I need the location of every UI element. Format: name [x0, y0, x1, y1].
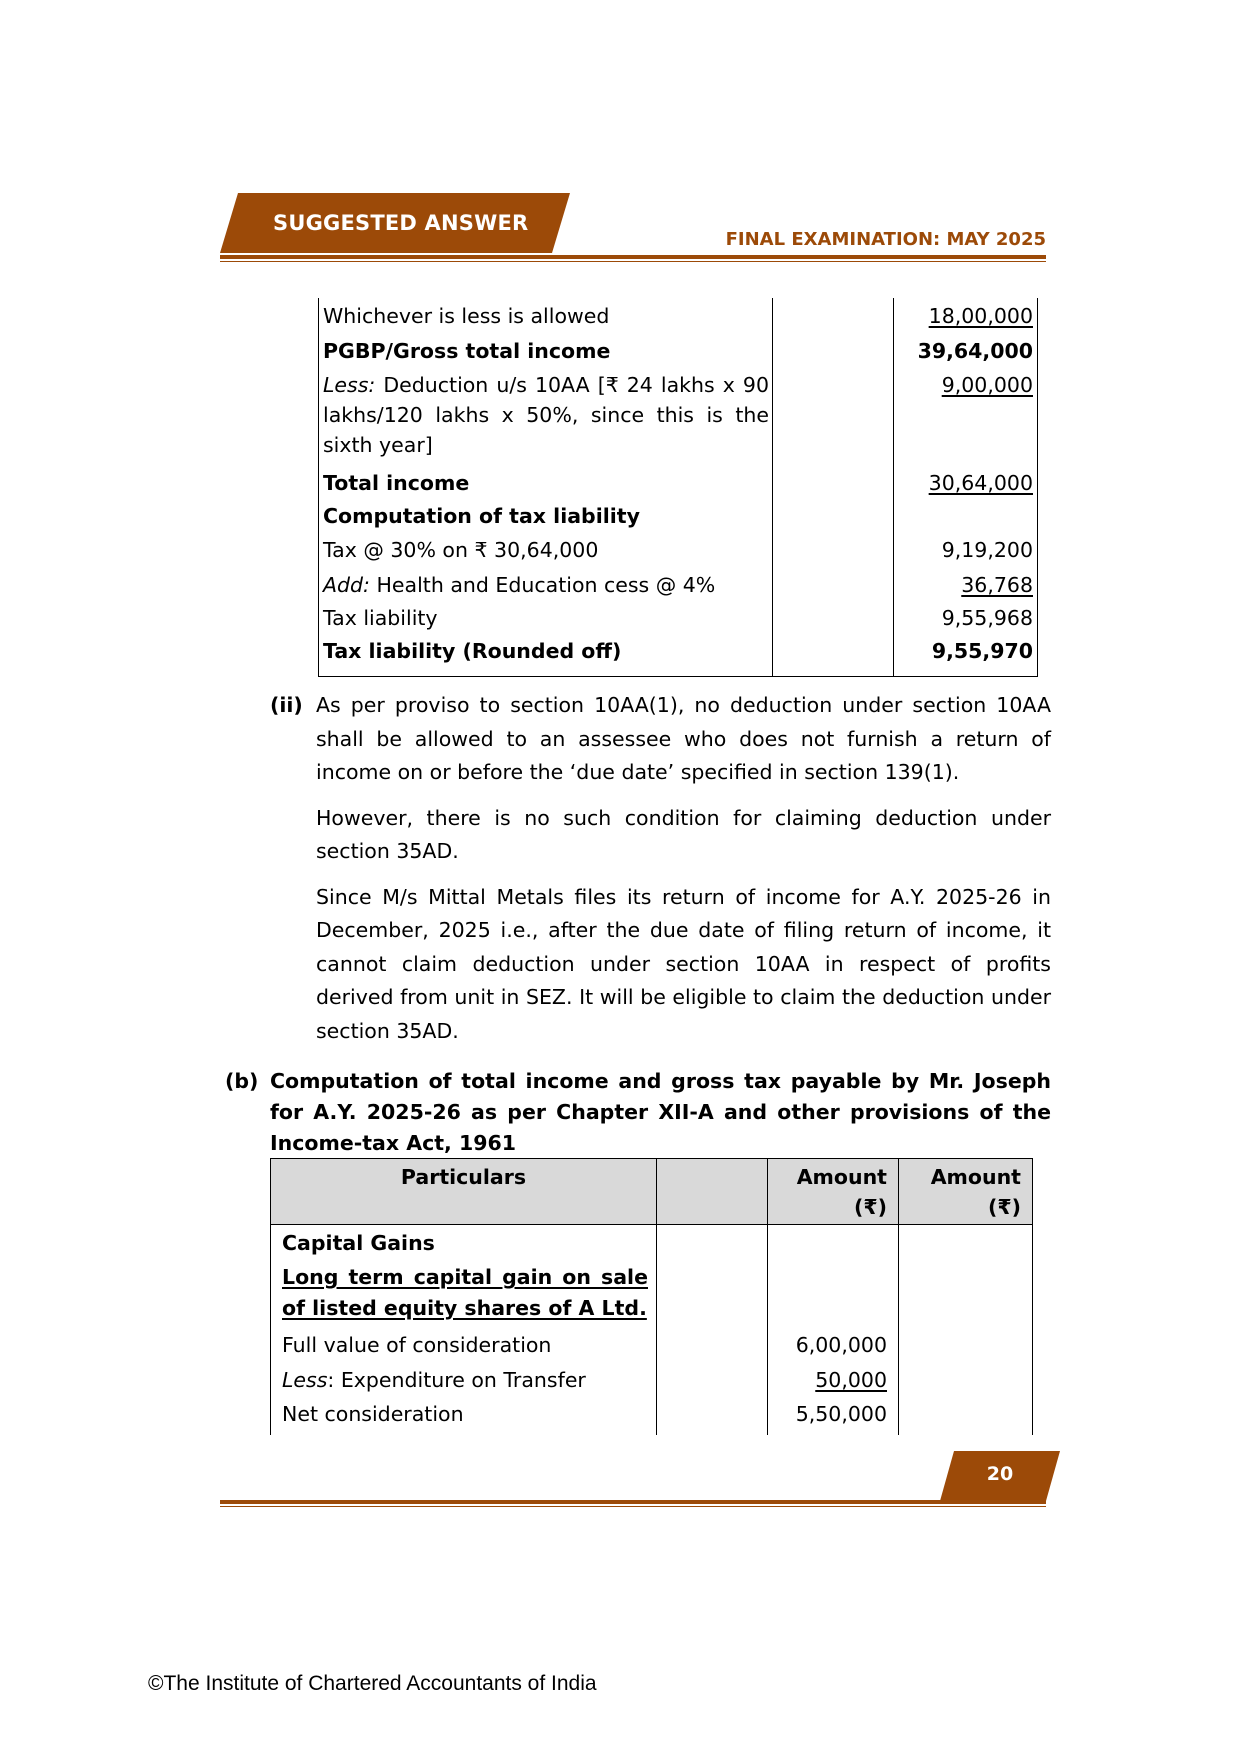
subheading-line: Long term capital gain on sale [282, 1265, 648, 1289]
row-amount: 18,00,000 [928, 304, 1033, 328]
less-prefix: Less: [323, 373, 376, 397]
amount-label: Amount [796, 1165, 887, 1189]
row-amount: 39,64,000 [917, 339, 1033, 363]
row-label: Tax liability (Rounded off) [323, 639, 622, 663]
deduction-row-label [323, 370, 769, 460]
paragraph: As per proviso to section 10AA(1), no deduction under section 10AA shall be allowed to an assessee who does not furnish a return of income on or before the ‘due date’ specified in section 139(1). [316, 693, 1051, 784]
add-prefix: Add: [323, 573, 370, 597]
tax-computation-table [318, 298, 1038, 677]
section-title: Capital Gains [282, 1231, 435, 1255]
row-label: Tax liability [323, 606, 438, 630]
deduction-line: Deduction u/s 10AA [₹ 24 lakhs x 90 [383, 373, 769, 397]
capital-gains-table [270, 1158, 1033, 1435]
row-label: PGBP/Gross total income [323, 339, 611, 363]
table-divider [656, 1159, 657, 1435]
table-divider [772, 298, 773, 676]
row-amount: 50,000 [815, 1368, 887, 1392]
col-header-amount [898, 1162, 1021, 1222]
footer-rule [220, 1500, 1046, 1504]
header-rule [220, 255, 1046, 259]
row-label: Whichever is less is allowed [323, 304, 610, 328]
row-label: Full value of consideration [282, 1333, 552, 1357]
cess-label: Health and Education cess @ 4% [376, 573, 716, 597]
page-number: 20 [986, 1463, 1014, 1485]
part-b-marker: (b) [225, 1069, 259, 1093]
col-header-particulars: Particulars [400, 1165, 527, 1189]
header-rule-thin [220, 261, 1046, 262]
amount-label: Amount [930, 1165, 1021, 1189]
row-amount: 6,00,000 [795, 1333, 887, 1357]
row-amount: 9,55,970 [931, 639, 1033, 663]
currency-label: (₹) [853, 1195, 887, 1219]
transfer-label: : Expenditure on Transfer [327, 1368, 586, 1392]
row-label: Tax @ 30% on ₹ 30,64,000 [323, 538, 599, 562]
deduction-line: sixth year] [323, 433, 433, 457]
row-label [282, 1365, 586, 1396]
row-label: Total income [323, 471, 470, 495]
part-ii-text [316, 689, 1051, 1048]
part-ii-marker: (ii) [270, 693, 303, 717]
col-header-amount [767, 1162, 887, 1222]
currency-label: (₹) [987, 1195, 1021, 1219]
table-divider [893, 298, 894, 676]
copyright: ©The Institute of Chartered Accountants of India [148, 1672, 597, 1695]
row-amount: 9,19,200 [941, 538, 1033, 562]
paragraph: However, there is no such condition for claiming deduction under section 35AD. [316, 805, 1051, 863]
header-tab-label: SUGGESTED ANSWER [273, 211, 529, 235]
exam-title: FINAL EXAMINATION: MAY 2025 [725, 229, 1046, 250]
footer-rule-thin [220, 1506, 1046, 1507]
row-label: Net consideration [282, 1402, 464, 1426]
paragraph: Since M/s Mittal Metals files its return of income for A.Y. 2025-26 in December, 2025 i.e., after the due date of filing return of income, it cannot claim deduction under section 10AA in respect of profits derived from unit in SEZ. It will be eligible to claim the deduction under section 35AD. [316, 884, 1051, 1043]
row-label [323, 570, 715, 600]
row-amount: 9,00,000 [941, 373, 1033, 397]
row-amount: 36,768 [961, 573, 1033, 597]
less-prefix: Less [282, 1368, 328, 1392]
deduction-line: lakhs/120 lakhs x 50%, since this is the [323, 403, 769, 427]
part-b-heading: Computation of total income and gross tax payable by Mr. Joseph for A.Y. 2025-26 as per Chapter XII-A and other provisions of the Income-tax Act, 1961 [270, 1069, 1051, 1155]
subheading-line: of listed equity shares of A Ltd. [282, 1296, 647, 1320]
row-label: Computation of tax liability [323, 504, 640, 528]
row-amount: 30,64,000 [928, 471, 1033, 495]
row-amount: 5,50,000 [795, 1402, 887, 1426]
row-amount: 9,55,968 [941, 606, 1033, 630]
